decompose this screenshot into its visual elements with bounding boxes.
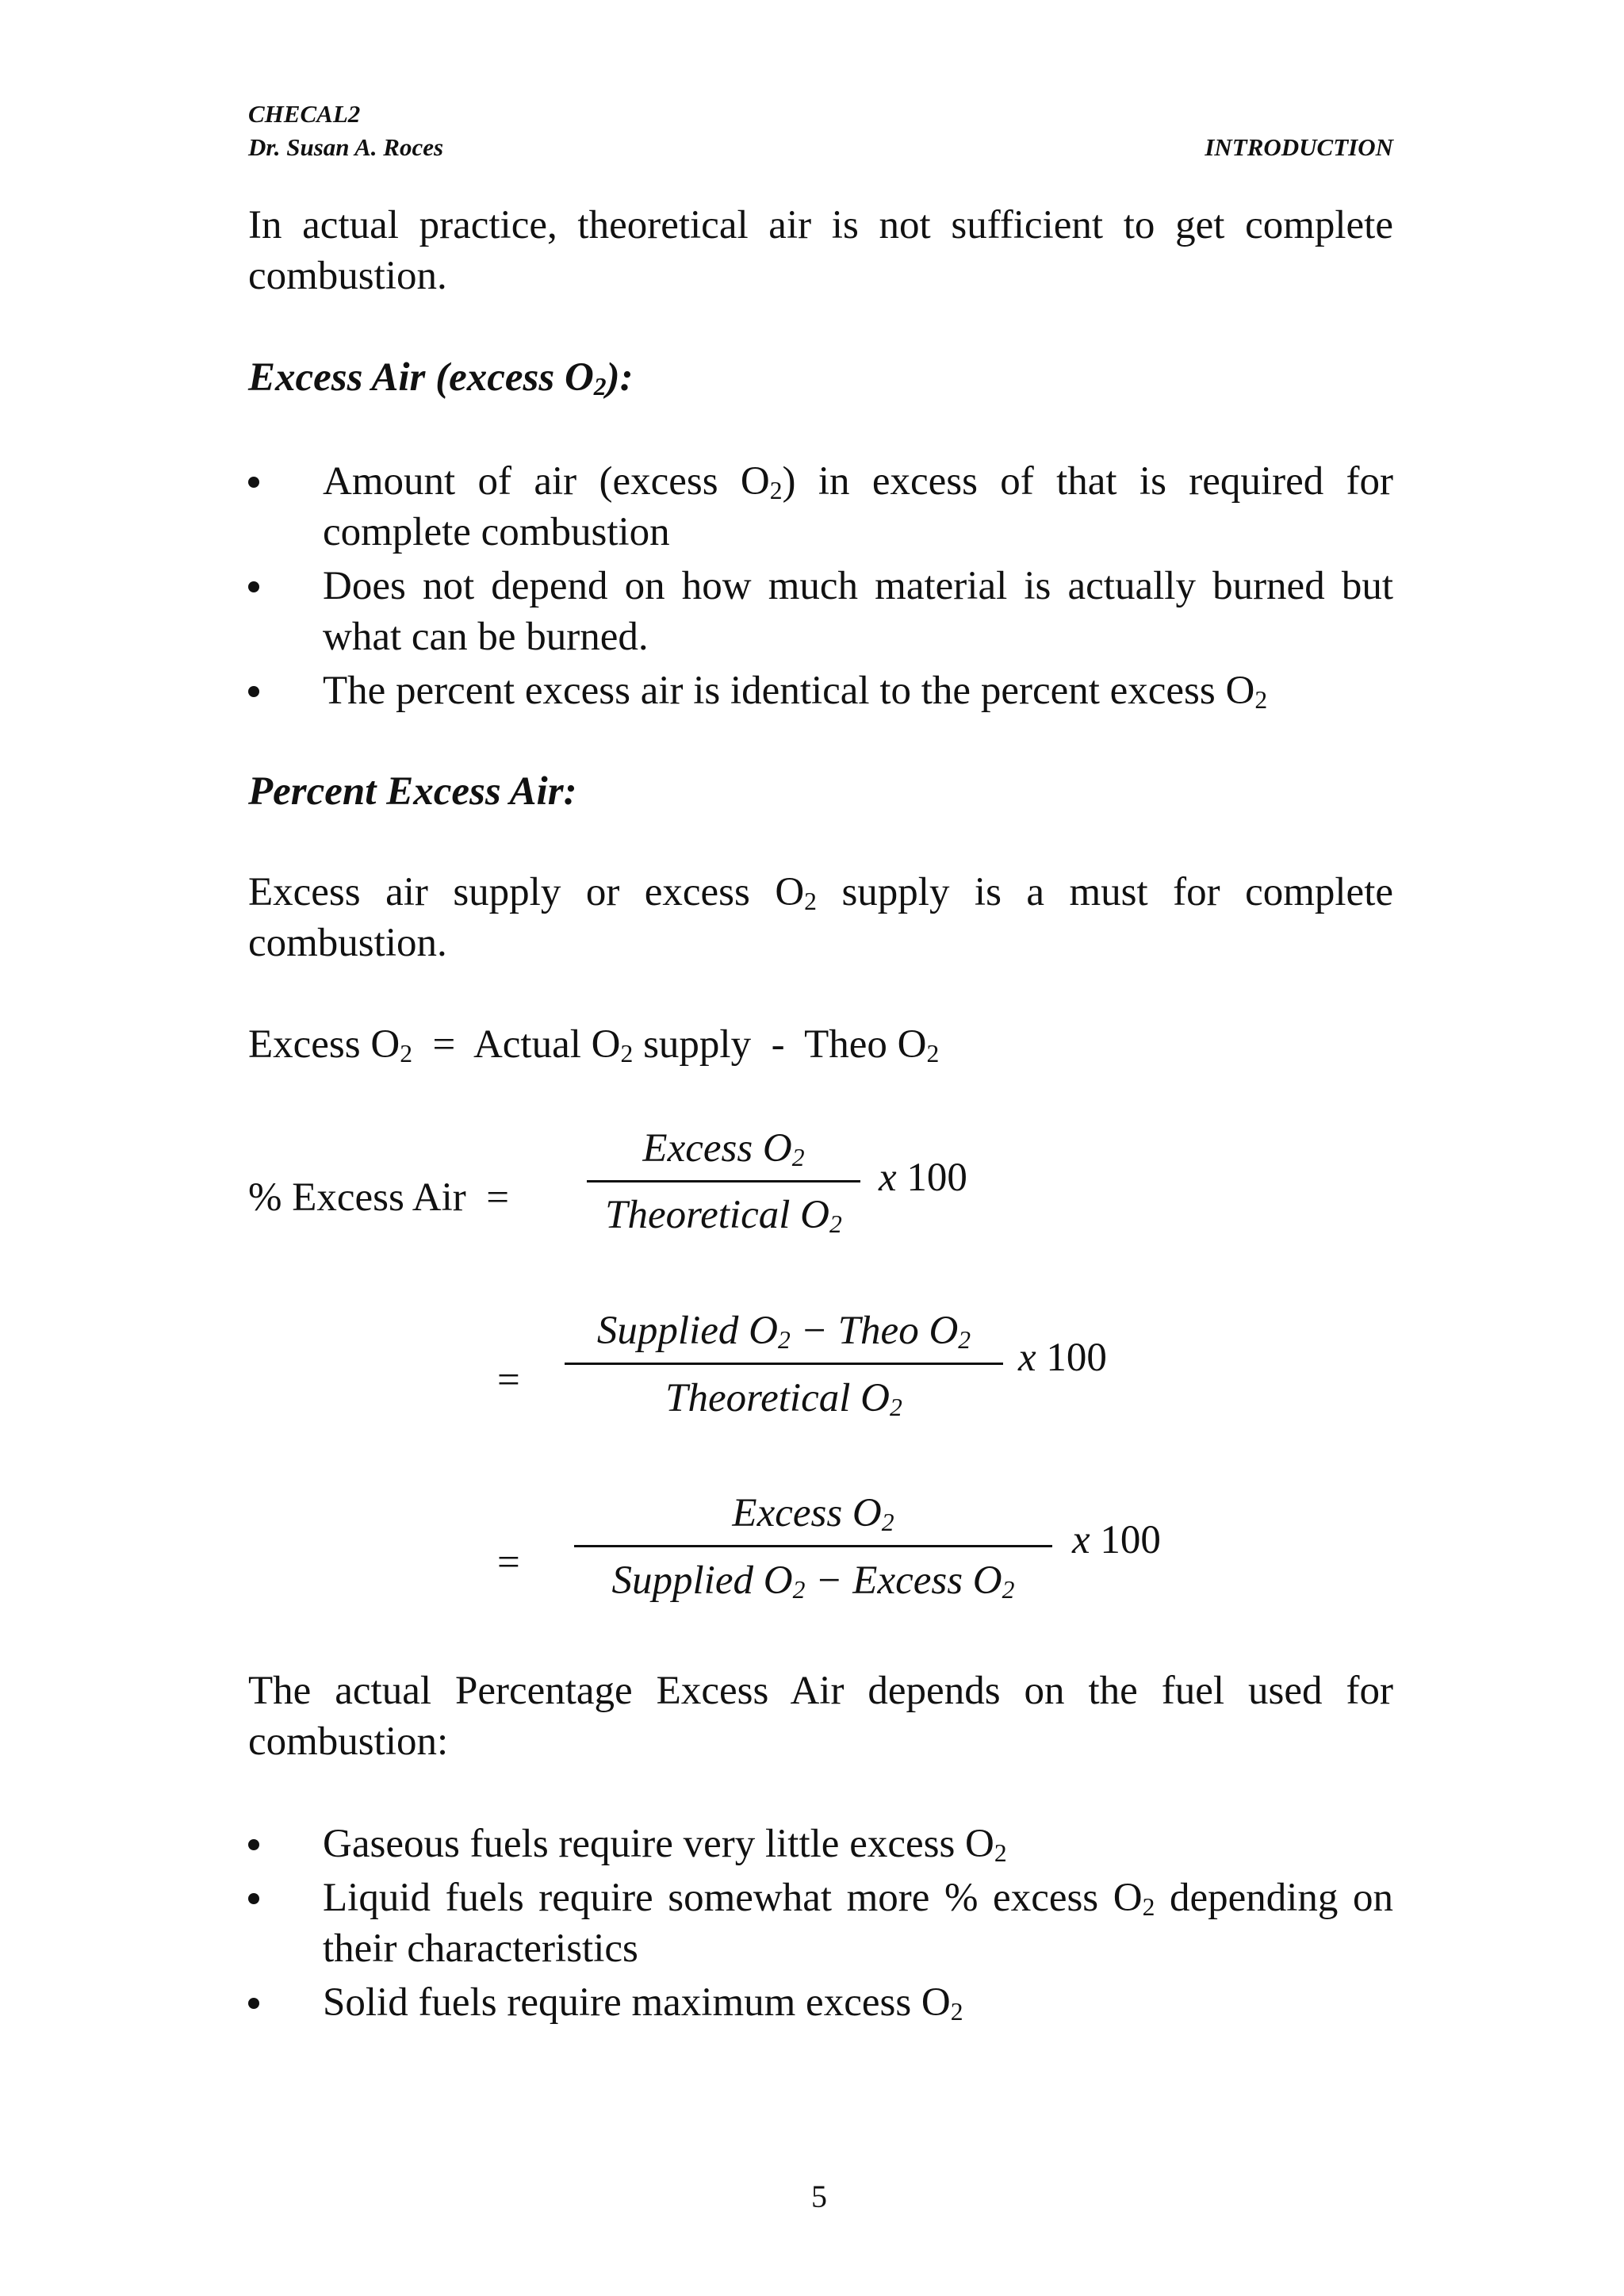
bullet-icon (248, 686, 259, 697)
list-item: Solid fuels require maximum excess $O_2$ (248, 1977, 1393, 2028)
fraction-3-multiplier: x 100 (1072, 1518, 1161, 1562)
fraction-1-denominator: Theoretical $O_2$ (605, 1193, 842, 1238)
excess-air-bullet-list (248, 456, 1393, 719)
fraction-2-multiplier: x 100 (1018, 1336, 1107, 1380)
fraction-3-denominator: Supplied $O_2$ − Excess $O_2$ (611, 1558, 1015, 1604)
course-code: CHECAL2 (248, 100, 361, 128)
section-title: INTRODUCTION (1205, 133, 1393, 161)
fuels-paragraph: The actual Percentage Excess Air depends on the fuel used for combustion: (248, 1669, 1393, 1764)
list-item: Gaseous fuels require very little excess $O_2$ (248, 1819, 1393, 1869)
list-item: Liquid fuels require somewhat more % excess $O_2$ depending on their characteristics (248, 1872, 1393, 1974)
percent-excess-air-heading: Percent Excess Air: (248, 769, 577, 814)
equals-sign: = (497, 1540, 520, 1585)
bullet-icon (248, 1893, 259, 1904)
list-item: Does not depend on how much material is actually burned but what can be burned. (248, 561, 1393, 662)
bullet-icon (248, 581, 259, 592)
percent-excess-paragraph: Excess air supply or excess $O_2$ supply is a must for complete combustion. (248, 870, 1394, 965)
list-item: The percent excess air is identical to the percent excess $O_2$ (248, 665, 1393, 716)
percent-excess-air-lhs: % Excess Air = (248, 1175, 510, 1220)
fuels-bullet-list (248, 1819, 1393, 2031)
excess-air-heading: Excess Air (excess $O_2$): (248, 355, 634, 401)
bullet-icon (248, 1839, 259, 1850)
author-name: Dr. Susan A. Roces (248, 133, 444, 161)
fraction-3-numerator: Excess $O_2$ (732, 1491, 894, 1536)
fraction-1-numerator: Excess $O_2$ (642, 1126, 805, 1171)
bullet-icon (248, 477, 259, 488)
fraction-1-bar (587, 1180, 860, 1182)
fraction-2-bar (565, 1363, 1003, 1365)
fraction-3-bar (574, 1545, 1052, 1547)
list-item: Amount of air (excess $O_2$) in excess of that is required for complete combustion (248, 456, 1393, 558)
intro-paragraph: In actual practice, theoretical air is not sufficient to get complete combustion. (248, 203, 1393, 298)
page-number: 5 (811, 2179, 827, 2214)
fraction-2-numerator: Supplied $O_2$ − Theo $O_2$ (596, 1309, 971, 1354)
excess-o2-equation: Excess $O_2$ = Actual $O_2$ supply - Theo $O_2$ (248, 1022, 940, 1068)
bullet-icon (248, 1998, 259, 2009)
fraction-2-denominator: Theoretical $O_2$ (665, 1376, 902, 1421)
equals-sign: = (497, 1358, 520, 1402)
fraction-1-multiplier: x 100 (879, 1156, 967, 1200)
